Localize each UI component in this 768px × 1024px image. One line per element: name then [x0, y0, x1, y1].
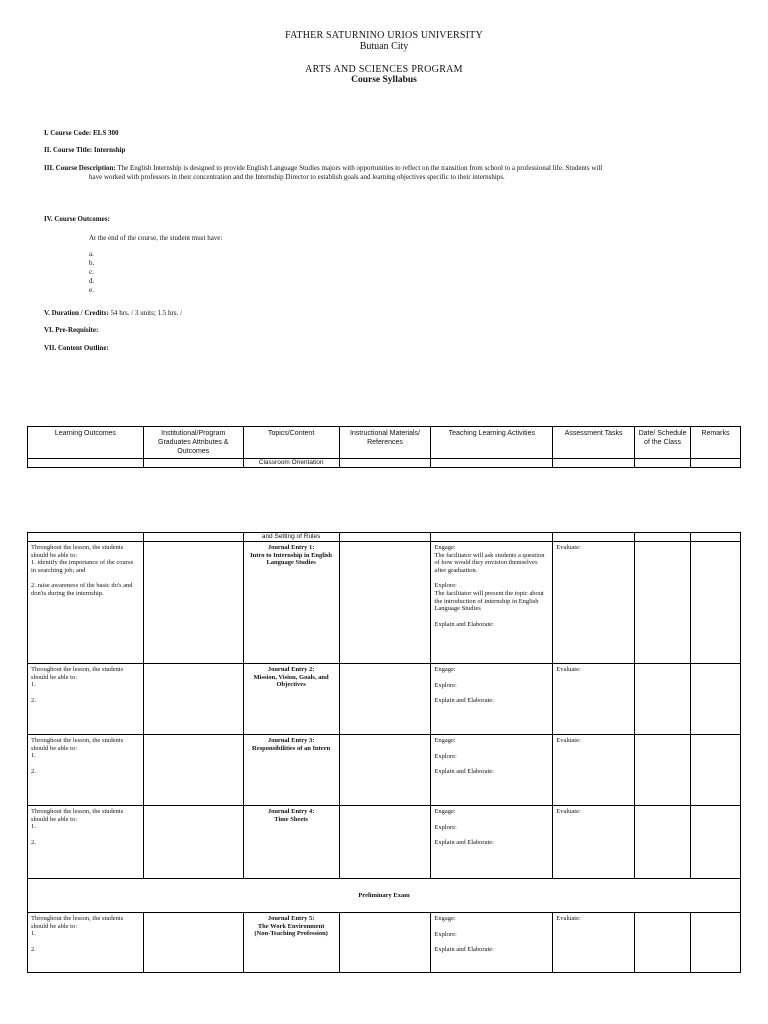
table-row	[28, 913, 741, 973]
university-name: FATHER SATURNINO URIOS UNIVERSITY	[285, 30, 483, 41]
assessment-cell: Evaluate:	[553, 664, 635, 735]
table-cell	[143, 735, 243, 806]
topic-cell: Journal Entry 4: Time Sheets	[243, 806, 339, 879]
table-cell	[339, 664, 431, 735]
course-outcomes-intro: At the end of the course, the student must have:	[89, 234, 223, 242]
table-cell	[635, 735, 691, 806]
table-cell	[143, 542, 243, 664]
topic-cell: Journal Entry 1: Intro to Internship in English Language Studies	[243, 542, 339, 664]
outcome-item: e.	[89, 286, 94, 294]
table-row	[28, 806, 741, 879]
learning-outcomes-cell: Throughout the lesson, the students should be able to: 1. 2.	[28, 913, 144, 973]
table-cell	[339, 913, 431, 973]
table-cell	[339, 806, 431, 879]
outcome-item: d.	[89, 277, 95, 285]
activities-cell: Engage: Explore: Explain and Elaborate:	[431, 806, 553, 879]
course-description-text-2: have worked with professors in their concentration and the Internship Director to establish goals and learning objectives specific to their internships.	[89, 172, 505, 181]
course-description-text-1: The English Internship is designed to provide English Language Studies majors with opportunities to reflect on the transition from school to a professional life. Students will	[117, 164, 603, 172]
course-description-label: III. Course Description:	[44, 164, 116, 172]
assessment-cell: Evaluate:	[553, 542, 635, 664]
col-remarks: Remarks	[691, 427, 741, 459]
table-cell	[635, 913, 691, 973]
table-cell	[635, 806, 691, 879]
table-cell	[635, 459, 691, 468]
col-learning-outcomes: Learning Outcomes	[28, 427, 144, 459]
table-cell	[28, 459, 144, 468]
orientation-topic-cont: and Setting of Rules	[243, 533, 339, 542]
table-cell	[691, 542, 741, 664]
preliminary-exam-label: Preliminary Exam	[28, 879, 741, 913]
topic-cell: Journal Entry 5: The Work Environment (Non-Teaching Profession)	[243, 913, 339, 973]
col-schedule: Date/ Schedule of the Class	[635, 427, 691, 459]
topic-cell: Journal Entry 2: Mission, Vision, Goals, and Objectives	[243, 664, 339, 735]
table-cell	[691, 664, 741, 735]
city-name: Butuan City	[359, 41, 409, 52]
table-cell	[691, 459, 741, 468]
table-cell	[691, 735, 741, 806]
col-topics: Topics/Content	[243, 427, 339, 459]
table-cell	[431, 459, 553, 468]
table-row	[28, 533, 741, 542]
duration-credits: V. Duration / Credits: 54 hrs. / 3 units; 1.5 hrs. /	[44, 309, 183, 317]
assessment-cell: Evaluate:	[553, 735, 635, 806]
table-cell	[143, 664, 243, 735]
outcome-item: a.	[89, 250, 94, 258]
course-title: II. Course Title: Internship	[44, 146, 126, 154]
table-cell	[691, 913, 741, 973]
pre-requisite: VI. Pre-Requisite:	[44, 326, 99, 334]
course-outcomes-label: IV. Course Outcomes:	[44, 215, 110, 223]
table-cell	[339, 459, 431, 468]
learning-outcomes-cell: Throughout the lesson, the students should be able to: 1. 2.	[28, 806, 144, 879]
assessment-cell: Evaluate:	[553, 913, 635, 973]
table-cell	[635, 664, 691, 735]
activities-cell: Engage: The facilitator will ask students a question of how would they envision themselves after graduation. Explore: The facilitator will present the topic about the introduction of internship in English Language Studies Explain and Elaborate:	[431, 542, 553, 664]
content-outline-label: VII. Content Outline:	[44, 344, 109, 352]
table-row	[28, 735, 741, 806]
assessment-cell: Evaluate:	[553, 806, 635, 879]
col-activities: Teaching Learning Activities	[431, 427, 553, 459]
learning-outcomes-cell: Throughout the lesson, the students should be able to: 1. 2.	[28, 735, 144, 806]
outcome-item: c.	[89, 268, 94, 276]
learning-outcomes-cell: Throughout the lesson, the students should be able to: 1. 2.	[28, 664, 144, 735]
course-description	[44, 164, 684, 181]
learning-outcomes-cell: Throughout the lesson, the students should be able to: 1. identify the importance of the course in searching job; and 2. raise awareness of the basic do's and don'ts during the internship.	[28, 542, 144, 664]
table-cell	[553, 459, 635, 468]
orientation-topic: Classroom Orientation	[243, 459, 339, 468]
col-assessment: Assessment Tasks	[553, 427, 635, 459]
course-outcomes-list	[89, 250, 94, 295]
activities-cell: Engage: Explore: Explain and Elaborate:	[431, 664, 553, 735]
col-graduate-attributes: Institutional/Program Graduates Attributes & Outcomes	[143, 427, 243, 459]
table-row	[28, 879, 741, 913]
activities-cell: Engage: Explore: Explain and Elaborate:	[431, 735, 553, 806]
table-cell	[691, 806, 741, 879]
table-cell	[339, 735, 431, 806]
table-cell	[143, 913, 243, 973]
table-cell	[635, 542, 691, 664]
table-cell	[339, 542, 431, 664]
table-row	[28, 542, 741, 664]
program-name: ARTS AND SCIENCES PROGRAM	[305, 64, 463, 75]
col-materials: Instructional Materials/ References	[339, 427, 431, 459]
topic-cell: Journal Entry 3: Responsibilities of an Intern	[243, 735, 339, 806]
table-cell	[143, 806, 243, 879]
table-cell	[143, 459, 243, 468]
course-code: I. Course Code: ELS 300	[44, 129, 119, 137]
document-title: Course Syllabus	[351, 75, 417, 85]
content-outline-table	[27, 532, 741, 973]
activities-cell: Engage: Explore: Explain and Elaborate:	[431, 913, 553, 973]
outcome-item: b.	[89, 259, 95, 267]
content-outline-header-table	[27, 426, 741, 468]
table-row	[28, 664, 741, 735]
